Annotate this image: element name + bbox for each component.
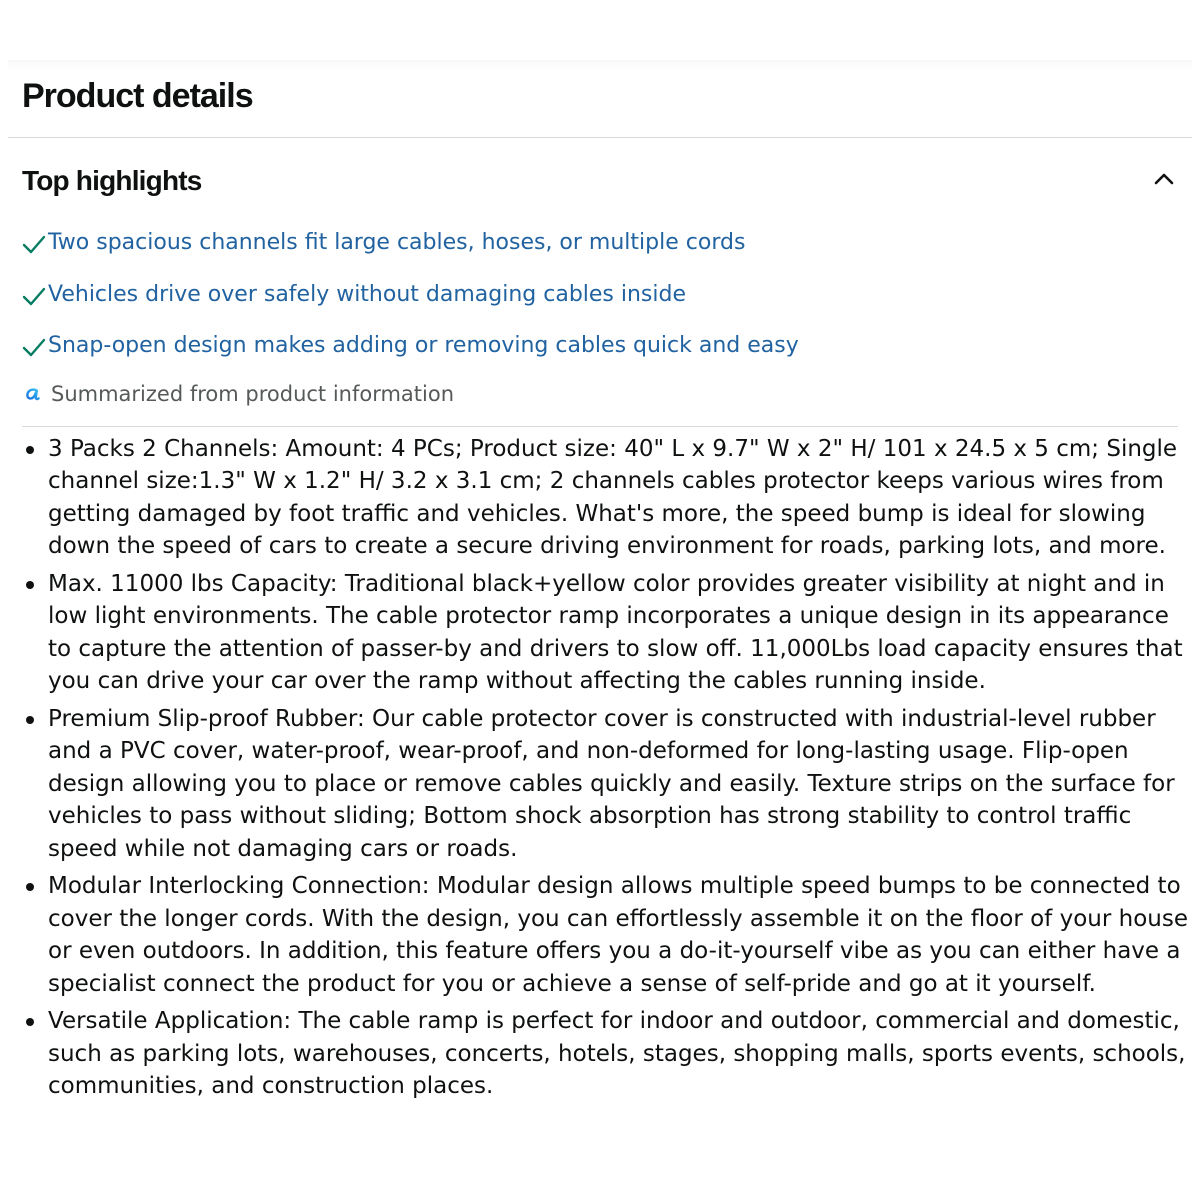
top-shadow-band	[8, 60, 1192, 72]
highlight-item	[22, 329, 799, 381]
highlight-item	[22, 278, 799, 330]
page-title: Product details	[22, 77, 253, 115]
bullet-text: Versatile Application: The cable ramp is perfect for indoor and outdoor, commercial and domestic, such as parking lots, warehouses, concerts, hotels, stages, shopping malls, sports events, schools, communities, and construction places.	[48, 1008, 1186, 1100]
highlights-list	[22, 226, 799, 381]
bullet-item	[0, 1005, 1188, 1102]
bullet-item	[0, 870, 1188, 1000]
bullet-item	[0, 703, 1188, 865]
ai-summary-icon	[24, 385, 42, 403]
top-highlights-title: Top highlights	[22, 165, 202, 196]
checkmark-icon	[22, 329, 46, 363]
about-bullets-list	[0, 433, 1200, 1108]
bullet-text: Max. 11000 lbs Capacity: Traditional black+yellow color provides greater visibility at night and in low light environments. The cable protector ramp incorporates a unique design in its appearance to capture the attention of passer-by and drivers to slow off. 11,000Lbs load capacity ensures that you can drive your car over the ramp without affecting the cables running inside.	[48, 571, 1183, 695]
summary-text: Summarized from product information	[51, 382, 455, 406]
checkmark-icon	[22, 226, 46, 260]
bullet-text: Modular Interlocking Connection: Modular design allows multiple speed bumps to be connected to cover the longer cords. With the design, you can effortlessly assemble it on the floor of your house or even outdoors. In addition, this feature offers you a do-it-yourself vibe as you can either have a specialist connect the product for you or achieve a sense of self-pride and go at it yourself.	[48, 873, 1188, 997]
chevron-up-icon	[1148, 162, 1180, 194]
bullet-dot	[26, 716, 34, 724]
bullet-dot	[26, 446, 34, 454]
checkmark-icon	[22, 278, 46, 312]
top-highlights-header[interactable]	[22, 160, 1182, 202]
highlight-text: Vehicles drive over safely without damaging cables inside	[48, 281, 687, 307]
bullet-dot	[26, 1018, 34, 1026]
section-divider	[22, 426, 1178, 427]
bullet-dot	[26, 883, 34, 891]
bullet-text: 3 Packs 2 Channels: Amount: 4 PCs; Product size: 40" L x 9.7" W x 2" H/ 101 x 24.5 x 5 cm; Single channel size:1.3" W x 1.2" H/ 3.2 x 3.1 cm; 2 channels cables protector keeps various wires from getting damaged by foot traffic and vehicles. What's more, the speed bump is ideal for slowing down the speed of cars to create a secure driving environment for roads, parking lots, and more.	[48, 436, 1178, 560]
highlight-text: Snap-open design makes adding or removing cables quick and easy	[48, 333, 799, 358]
bullet-text: Premium Slip-proof Rubber: Our cable protector cover is constructed with industrial-level rubber and a PVC cover, water-proof, wear-proof, and non-deformed for long-lasting usage. Flip-open design allowing you to place or remove cables quickly and easily. Texture strips on the surface for vehicles to pass without sliding; Bottom shock absorption has strong stability to control traffic speed while not damaging cars or roads.	[48, 706, 1175, 862]
bullet-item	[0, 433, 1188, 563]
highlight-item	[22, 226, 799, 278]
bullet-dot	[26, 581, 34, 589]
bullet-item	[0, 568, 1188, 698]
highlight-text: Two spacious channels fit large cables, hoses, or multiple cords	[48, 230, 746, 255]
ai-summary-note	[24, 378, 454, 410]
header-divider	[8, 137, 1192, 138]
collapse-button[interactable]	[1148, 162, 1180, 194]
